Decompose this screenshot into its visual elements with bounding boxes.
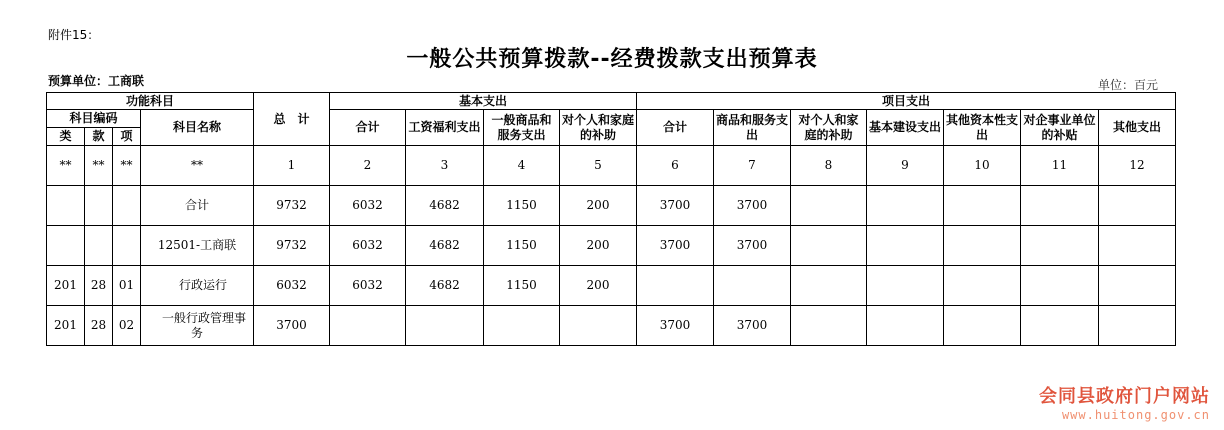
xiang-header: 项 bbox=[113, 128, 141, 146]
project-other-cell bbox=[1099, 186, 1176, 226]
lei-cell bbox=[47, 186, 85, 226]
project-capital-cell bbox=[944, 186, 1021, 226]
table-row bbox=[47, 226, 1176, 266]
project-personal-cell bbox=[791, 266, 867, 306]
basic-personal-cell: 200 bbox=[560, 186, 637, 226]
project-capital-cell bbox=[944, 266, 1021, 306]
subject-name-cell: 行政运行 bbox=[141, 266, 254, 306]
xiang-cell: 02 bbox=[113, 306, 141, 346]
basic-goods-cell: 1150 bbox=[484, 266, 560, 306]
project-construction-cell bbox=[867, 306, 944, 346]
index-cell: ** bbox=[47, 146, 85, 186]
project-enterprise-header: 对企事业单位的补贴 bbox=[1021, 110, 1099, 146]
project-capital-cell bbox=[944, 226, 1021, 266]
index-cell: 7 bbox=[714, 146, 791, 186]
index-cell: 9 bbox=[867, 146, 944, 186]
index-cell: ** bbox=[113, 146, 141, 186]
basic-wage-cell bbox=[406, 306, 484, 346]
project-enterprise-cell bbox=[1021, 306, 1099, 346]
basic-goods-cell bbox=[484, 306, 560, 346]
kuan-cell: 28 bbox=[85, 306, 113, 346]
project-personal-cell bbox=[791, 306, 867, 346]
basic-sum-cell: 6032 bbox=[330, 266, 406, 306]
basic-goods-cell: 1150 bbox=[484, 186, 560, 226]
project-goods-cell: 3700 bbox=[714, 306, 791, 346]
project-other-header: 其他支出 bbox=[1099, 110, 1176, 146]
index-cell: 1 bbox=[254, 146, 330, 186]
watermark-url: www.huitong.gov.cn bbox=[1061, 408, 1210, 422]
index-cell: ** bbox=[141, 146, 254, 186]
subject-name-cell: 合计 bbox=[141, 186, 254, 226]
project-enterprise-cell bbox=[1021, 226, 1099, 266]
project-sum-cell: 3700 bbox=[637, 186, 714, 226]
basic-sum-cell: 6032 bbox=[330, 186, 406, 226]
kuan-cell bbox=[85, 186, 113, 226]
basic-goods-header: 一般商品和服务支出 bbox=[484, 110, 560, 146]
site-watermark bbox=[1030, 382, 1210, 422]
attachment-label: 附件15： bbox=[48, 28, 100, 42]
basic-goods-cell: 1150 bbox=[484, 226, 560, 266]
table-row bbox=[47, 266, 1176, 306]
lei-cell: 201 bbox=[47, 266, 85, 306]
basic-wage-cell: 4682 bbox=[406, 186, 484, 226]
index-cell: 11 bbox=[1021, 146, 1099, 186]
project-goods-cell: 3700 bbox=[714, 186, 791, 226]
subject-name-cell: 一般行政管理事务 bbox=[141, 306, 254, 346]
currency-unit-label: 单位：百元 bbox=[1098, 78, 1159, 92]
lei-cell bbox=[47, 226, 85, 266]
basic-sum-cell: 6032 bbox=[330, 226, 406, 266]
project-sum-header: 合计 bbox=[637, 110, 714, 146]
basic-wage-header: 工资福利支出 bbox=[406, 110, 484, 146]
project-goods-header: 商品和服务支出 bbox=[714, 110, 791, 146]
project-enterprise-cell bbox=[1021, 266, 1099, 306]
basic-expenditure-header: 基本支出 bbox=[330, 93, 637, 110]
budget-table bbox=[46, 92, 1176, 346]
subject-name-header: 科目名称 bbox=[141, 110, 254, 146]
total-cell: 3700 bbox=[254, 306, 330, 346]
watermark-site-name: 会同县政府门户网站 bbox=[1039, 386, 1210, 407]
budget-unit-label: 预算单位：工商联 bbox=[48, 74, 145, 88]
index-cell: 6 bbox=[637, 146, 714, 186]
project-sum-cell: 3700 bbox=[637, 306, 714, 346]
project-personal-cell bbox=[791, 186, 867, 226]
total-header: 总 计 bbox=[254, 93, 330, 146]
kuan-header: 款 bbox=[85, 128, 113, 146]
project-capital-header: 其他资本性支出 bbox=[944, 110, 1021, 146]
project-expenditure-header: 项目支出 bbox=[637, 93, 1176, 110]
functional-subject-header: 功能科目 bbox=[47, 93, 254, 110]
total-cell: 6032 bbox=[254, 266, 330, 306]
basic-wage-cell: 4682 bbox=[406, 266, 484, 306]
basic-sum-header: 合计 bbox=[330, 110, 406, 146]
project-other-cell bbox=[1099, 266, 1176, 306]
project-sum-cell: 3700 bbox=[637, 226, 714, 266]
project-construction-header: 基本建设支出 bbox=[867, 110, 944, 146]
kuan-cell: 28 bbox=[85, 266, 113, 306]
index-cell: 4 bbox=[484, 146, 560, 186]
header-row-1 bbox=[47, 93, 1176, 110]
lei-cell: 201 bbox=[47, 306, 85, 346]
lei-header: 类 bbox=[47, 128, 85, 146]
index-cell: 8 bbox=[791, 146, 867, 186]
basic-wage-cell: 4682 bbox=[406, 226, 484, 266]
project-sum-cell bbox=[637, 266, 714, 306]
project-goods-cell: 3700 bbox=[714, 226, 791, 266]
project-other-cell bbox=[1099, 226, 1176, 266]
index-cell: 10 bbox=[944, 146, 1021, 186]
basic-sum-cell bbox=[330, 306, 406, 346]
project-capital-cell bbox=[944, 306, 1021, 346]
subject-name-cell: 12501-工商联 bbox=[141, 226, 254, 266]
project-construction-cell bbox=[867, 226, 944, 266]
project-construction-cell bbox=[867, 186, 944, 226]
index-row bbox=[47, 146, 1176, 186]
kuan-cell bbox=[85, 226, 113, 266]
index-cell: ** bbox=[85, 146, 113, 186]
xiang-cell bbox=[113, 226, 141, 266]
total-cell: 9732 bbox=[254, 186, 330, 226]
header-row-2 bbox=[47, 110, 1176, 128]
project-construction-cell bbox=[867, 266, 944, 306]
basic-personal-cell bbox=[560, 306, 637, 346]
xiang-cell: 01 bbox=[113, 266, 141, 306]
index-cell: 5 bbox=[560, 146, 637, 186]
project-goods-cell bbox=[714, 266, 791, 306]
index-cell: 12 bbox=[1099, 146, 1176, 186]
page-title: 一般公共预算拨款--经费拨款支出预算表 bbox=[406, 47, 818, 72]
project-personal-header: 对个人和家庭的补助 bbox=[791, 110, 867, 146]
project-other-cell bbox=[1099, 306, 1176, 346]
basic-personal-header: 对个人和家庭的补助 bbox=[560, 110, 637, 146]
project-personal-cell bbox=[791, 226, 867, 266]
basic-personal-cell: 200 bbox=[560, 226, 637, 266]
xiang-cell bbox=[113, 186, 141, 226]
index-cell: 2 bbox=[330, 146, 406, 186]
total-cell: 9732 bbox=[254, 226, 330, 266]
subject-code-header: 科目编码 bbox=[47, 110, 141, 128]
index-cell: 3 bbox=[406, 146, 484, 186]
table-row bbox=[47, 306, 1176, 346]
project-enterprise-cell bbox=[1021, 186, 1099, 226]
table-row bbox=[47, 186, 1176, 226]
basic-personal-cell: 200 bbox=[560, 266, 637, 306]
